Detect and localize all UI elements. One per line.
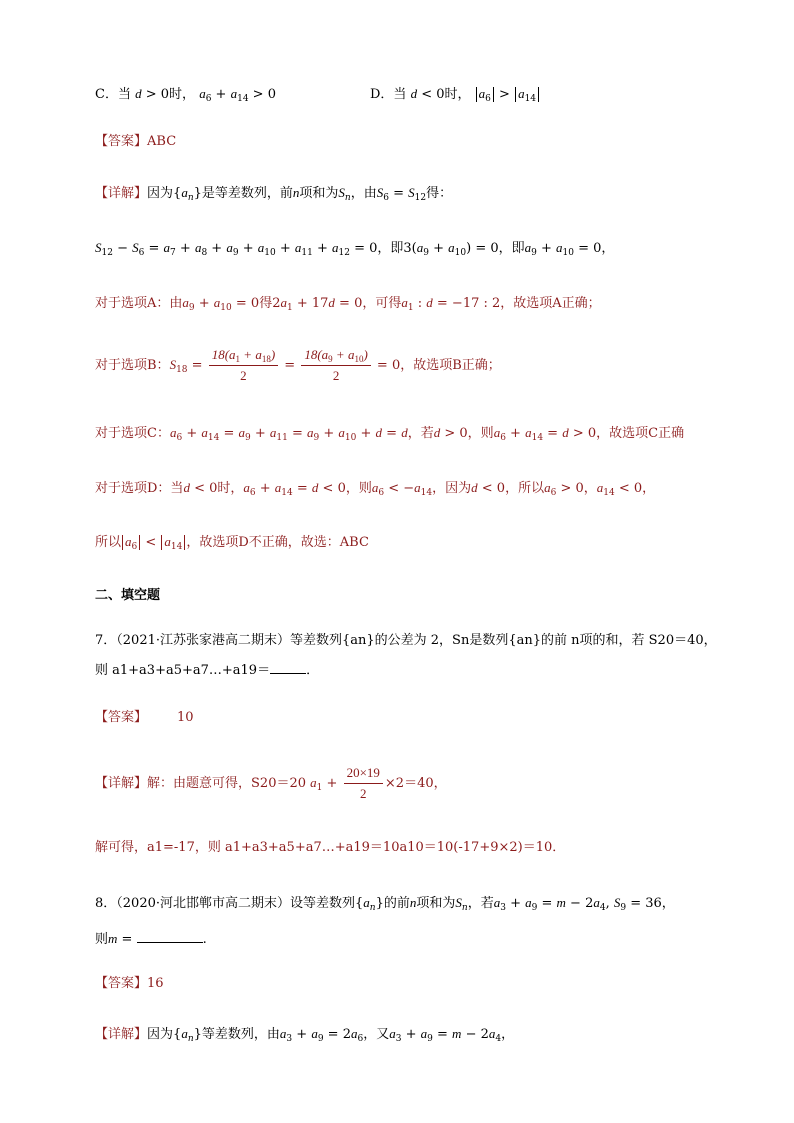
- answer-8: 【答案】16: [95, 976, 164, 991]
- answer-blank: [270, 661, 306, 674]
- answer-1: 【答案】ABC: [95, 134, 177, 149]
- detail-1-option-d: 对于选项D：当d < 0时，$a_6 + a_{14} = d < 0$，则$a_6 < -a_{14}$，因为d < 0，所以$a_6 > 0$，$a_{14} < 0$，: [95, 480, 656, 498]
- fraction-1: $\frac{18(a_1 + a_{18})}{2}$: [209, 345, 278, 386]
- fraction-3: $\frac{20\times 19}{2}$: [344, 763, 383, 804]
- question-8-line-1: 8．（2020·河北邯郸市高二期末）设等差数列$\{a_n\}$的前n项和为$S_n$，若$a_3 + a_9 = m - 2a_4$, $S_9 = 36$，: [95, 895, 675, 913]
- answer-7: 【答案】 10: [95, 710, 194, 725]
- fraction-2: $\frac{18(a_9 + a_{10})}{2}$: [301, 345, 370, 386]
- detail-1-line-2: $S_{12} - S_6 = a_7 + a_8 + a_9 + a_{10} + a_{11} + a_{12} = 0$，即$3(a_9 + a_{10}) = 0$，即$a_9 + a_{10} = 0$，: [95, 240, 615, 258]
- detail-1-option-a: 对于选项A：由$a_9 + a_{10} = 0$得$2a_1 + 17d = 0$，可得$a_1$ : d = −17 : 2，故选项A正确；: [95, 295, 601, 313]
- detail-8: 【详解】因为$\{a_n\}$等差数列，由$a_3 + a_9 = 2a_6$，又$a_3 + a_9 = m - 2a_4$，: [95, 1026, 515, 1044]
- detail-1-line-1: 【详解】因为$\{a_n\}$是等差数列，前n项和为$S_n$，由$S_6 = S_{12}$得：: [95, 185, 453, 203]
- detail-7: 【详解】解：由题意可得，S20＝20 $a_1$ + $\frac{20\times 19}{2}$ ×2＝40，: [95, 763, 447, 804]
- question-7-line-2: 则 a1+a3+a5+a7…+a19＝ ．: [95, 663, 320, 678]
- question-8-line-2: 则m = .: [95, 931, 207, 947]
- detail-1-conclusion: 所以 $a_6 < a_{14}$ ，故选项D不正确，故选：ABC: [95, 534, 369, 552]
- answer-blank: [137, 930, 203, 943]
- option-d: D．当 d < 0时， $a_6 > a_{14}$: [370, 84, 540, 105]
- detail-7-solve: 解可得，a1=-17，则 a1+a3+a5+a7…+a19＝10a10＝10(-17+9×2)＝10．: [95, 840, 566, 855]
- option-c: C．当 d > 0时， $a_6 + a_{14} > 0$: [95, 86, 276, 104]
- section-title: 二、填空题: [95, 588, 161, 603]
- detail-1-option-b: 对于选项B：$S_{18}$ = $\frac{18(a_1 + a_{18})}{2}$ = $\frac{18(a_9 + a_{10})}{2}$ = 0，故选项B正确；: [95, 345, 501, 386]
- question-7-line-1: 7．（2021·江苏张家港高二期末）等差数列{an}的公差为 2，Sn是数列{an}的前 n项的和，若 S20＝40，: [95, 633, 717, 648]
- detail-1-option-c: 对于选项C：$a_6 + a_{14} = a_9 + a_{11} = a_9 + a_{10} + d = d$，若d > 0，则$a_6 + a_{14} = d > 0$，故选项C正确: [95, 425, 685, 443]
